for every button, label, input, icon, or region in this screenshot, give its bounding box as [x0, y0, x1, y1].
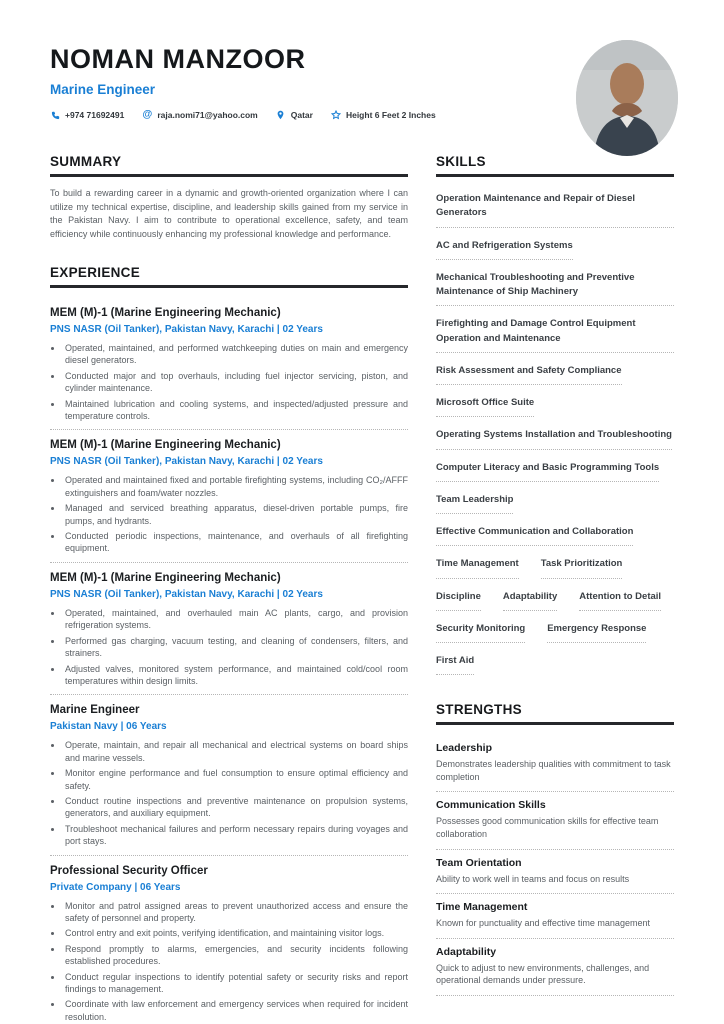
strengths-heading: STRENGTHS — [436, 702, 674, 725]
strength-title: Adaptability — [436, 945, 497, 958]
strength-text: Quick to adjust to new environments, challenges, and operational demands under pressure. — [436, 962, 650, 986]
strengths-section — [436, 702, 674, 996]
skill-item: Microsoft Office Suite — [436, 396, 534, 417]
profile-photo-placeholder — [576, 40, 678, 156]
height-icon — [331, 110, 341, 120]
strength-item — [436, 735, 674, 792]
strength-text: Ability to work well in teams and focus on results — [436, 873, 630, 884]
experience-heading: EXPERIENCE — [50, 265, 408, 288]
contact-email-text: raja.nomi71@yahoo.com — [157, 110, 258, 120]
bullet-item: • Control entry and exit points, verifying identification, and maintaining visitor logs. — [63, 927, 408, 939]
summary-heading: SUMMARY — [50, 154, 408, 177]
strength-text: Known for punctuality and effective time management — [436, 918, 650, 929]
contact-phone-text: +974 71692491 — [65, 110, 125, 120]
bullet-item: • Operated, maintained, and overhauled main AC plants, cargo, and provision refrigeration systems. — [63, 607, 408, 632]
strength-title: Time Management — [436, 901, 528, 914]
experience-section — [50, 265, 408, 1024]
profile-photo — [576, 40, 678, 156]
bullet-item: • Respond promptly to alarms, emergencies, and security incidents following established procedures. — [63, 943, 408, 968]
job-subtitle: PNS NASR (Oil Tanker), Pakistan Navy, Karachi | 02 Years — [50, 456, 323, 468]
skill-item: Adaptability — [503, 590, 557, 611]
job-subtitle: PNS NASR (Oil Tanker), Pakistan Navy, Karachi | 02 Years — [50, 324, 323, 335]
bullet-item: • Maintained lubrication and cooling systems, and inspected/adjusted pressure and temperature controls. — [63, 398, 408, 423]
skill-item: Computer Literacy and Basic Programming Tools — [436, 461, 659, 482]
summary-text: To build a rewarding career in a dynamic and growth-oriented organization where I can utilize my technical expertise, discipline, and leadership skills gained from my service in the Pakistan Navy. I aim to contribute to operational excellence, safety, and team efficiency while continuously enhancing my professional knowledge and performance. — [50, 188, 408, 239]
bullet-item: • Performed gas charging, vacuum testing, and cleaning of condensers, filters, and strainers. — [63, 635, 408, 660]
email-icon: @ — [142, 109, 153, 120]
bullet-item: • Operated, maintained, and performed watchkeeping duties on main and emergency diesel generators. — [63, 342, 408, 367]
skill-item: Operation Maintenance and Repair of Diesel Generators — [436, 192, 674, 228]
skill-item: Time Management — [436, 557, 519, 578]
skills-heading: SKILLS — [436, 154, 674, 177]
location-icon — [276, 110, 286, 120]
job-title: MEM (M)-1 (Marine Engineering Mechanic) — [50, 571, 281, 584]
right-column — [436, 154, 674, 1024]
strength-item — [436, 939, 674, 996]
job-bullets — [63, 607, 408, 687]
job-entry — [50, 430, 408, 562]
job-bullets — [63, 739, 408, 847]
strength-title: Team Orientation — [436, 856, 522, 869]
contact-height — [331, 110, 436, 120]
skill-item: Mechanical Troubleshooting and Preventive Maintenance of Ship Machinery — [436, 271, 674, 307]
bullet-item: • Monitor and patrol assigned areas to prevent unauthorized access and ensure the safety of personnel and property. — [63, 900, 408, 925]
job-subtitle: Private Company | 06 Years — [50, 881, 181, 893]
job-subtitle: PNS NASR (Oil Tanker), Pakistan Navy, Karachi | 02 Years — [50, 588, 323, 600]
bullet-item: • Conduct regular inspections to identify potential safety or security risks and report findings to management. — [63, 971, 408, 996]
job-title: MEM (M)-1 (Marine Engineering Mechanic) — [50, 439, 281, 452]
contact-email — [142, 110, 257, 120]
job-subtitle: Pakistan Navy | 06 Years — [50, 721, 167, 733]
strength-item — [436, 894, 674, 939]
skill-item: Emergency Response — [547, 622, 646, 643]
content-columns — [50, 154, 674, 1024]
strength-text: Possesses good communication skills for effective team collaboration — [436, 816, 659, 840]
job-entry — [50, 298, 408, 430]
job-title: MEM (M)-1 (Marine Engineering Mechanic) — [50, 307, 281, 319]
skill-item: Security Monitoring — [436, 622, 525, 643]
skill-item: Attention to Detail — [579, 590, 661, 611]
contact-height-text: Height 6 Feet 2 Inches — [345, 110, 436, 120]
bullet-item: • Adjusted valves, monitored system performance, and maintained cold/cool room temperatures within design limits. — [63, 663, 408, 688]
job-entry — [50, 695, 408, 855]
strength-item — [436, 792, 674, 849]
bullet-item: • Monitor engine performance and fuel consumption to ensure optimal efficiency and safety. — [63, 767, 408, 792]
bullet-item: • Conducted periodic inspections, maintenance, and overhauls of all firefighting equipment. — [63, 530, 408, 555]
left-column — [50, 154, 408, 1024]
contact-location-text: Qatar — [290, 110, 313, 120]
header — [50, 44, 674, 120]
bullet-item: • Operate, maintain, and repair all mechanical and electrical systems on board ships and marine vessels. — [63, 739, 408, 764]
job-title: Professional Security Officer — [50, 864, 208, 877]
person-title: Marine Engineer — [50, 82, 156, 97]
strength-item — [436, 850, 674, 895]
strength-text: Demonstrates leadership qualities with commitment to task completion — [436, 759, 671, 782]
job-bullets — [63, 474, 408, 554]
job-entry — [50, 856, 408, 1024]
contact-location — [276, 110, 313, 120]
phone-icon — [50, 110, 60, 120]
skill-item: Discipline — [436, 590, 481, 611]
strength-title: Leadership — [436, 742, 493, 755]
summary-section — [50, 154, 408, 241]
bullet-item: • Coordinate with law enforcement and emergency services when required for incident resolution. — [63, 998, 408, 1023]
bullet-item: • Managed and serviced breathing apparatus, diesel-driven portable pumps, fire pumps, and hydrants. — [63, 502, 408, 527]
skill-item: Effective Communication and Collaboration — [436, 525, 633, 546]
bullet-item: • Operated and maintained fixed and portable firefighting systems, including CO₂/AFFF extinguishers and foam/water nozzles. — [63, 474, 408, 499]
skill-item: Operating Systems Installation and Troubleshooting — [436, 428, 672, 449]
skill-item: AC and Refrigeration Systems — [436, 239, 573, 260]
job-bullets — [63, 900, 408, 1024]
skill-item: Firefighting and Damage Control Equipment Operation and Maintenance — [436, 317, 674, 353]
strength-title: Communication Skills — [436, 799, 546, 812]
skill-item: Team Leadership — [436, 493, 513, 514]
person-name: NOMAN MANZOOR — [50, 44, 306, 74]
job-bullets — [63, 342, 408, 422]
skill-item: Risk Assessment and Safety Compliance — [436, 364, 622, 385]
skill-item: First Aid — [436, 654, 474, 675]
contact-phone — [50, 110, 124, 120]
skill-item: Task Prioritization — [541, 557, 623, 578]
job-title: Marine Engineer — [50, 704, 140, 717]
bullet-item: • Conducted major and top overhauls, including fuel injector servicing, piston, and cylinder maintenance. — [63, 370, 408, 395]
bullet-item: • Conduct routine inspections and preventive maintenance on propulsion systems, generators, and auxiliary equipment. — [63, 795, 408, 820]
job-entry — [50, 563, 408, 695]
skills-list — [436, 187, 674, 686]
skills-section — [436, 154, 674, 686]
bullet-item: • Troubleshoot mechanical failures and perform necessary repairs during voyages and port stays. — [63, 823, 408, 848]
